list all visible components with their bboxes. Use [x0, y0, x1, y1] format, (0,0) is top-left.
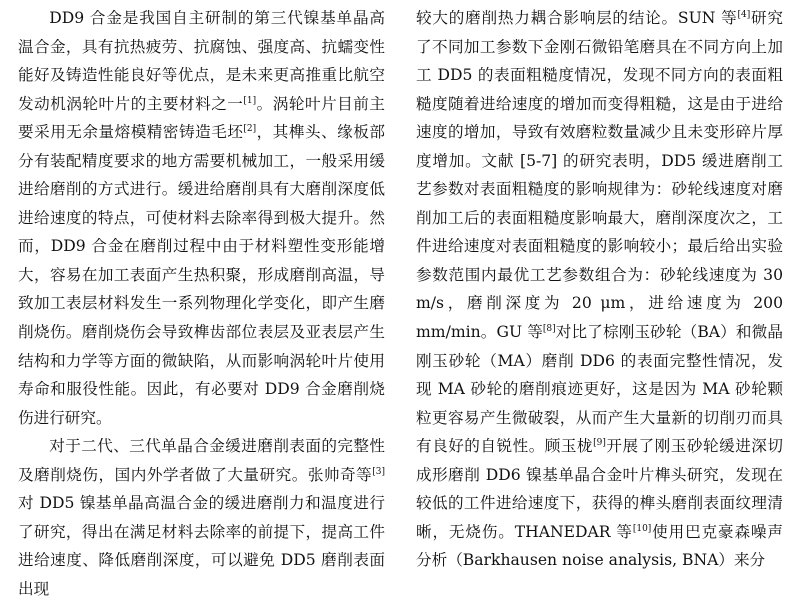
paragraph-prior-research: [18, 432, 385, 603]
paragraph-intro-dd9: [18, 4, 385, 432]
citation-ref: [10]: [632, 523, 652, 534]
text-run: 对 DD5 镍基单晶高温合金的缓进磨削力和温度进行了研究，得出在满足材料去除率的前提下，提高工件进给速度、降低磨削深度，可以避免 DD5 磨削表面出现: [18, 494, 385, 598]
citation-ref: [1]: [243, 95, 257, 106]
text-run: DD9 合金是我国自主研制的第三代镍基单晶高温合金，具有抗热疲劳、抗腐蚀、强度高、抗蠕变性能好及铸造性能良好等优点，是未来更高推重比航空发动机涡轮叶片的主要材料之一: [18, 9, 385, 113]
text-run: ，其榫头、缘板部分有装配精度要求的地方需要机械加工，一般采用缓进给磨削的方式进行。缓进给磨削具有大磨削深度低进给速度的特点，可使材料去除率得到极大提升。然而，DD9 合金在磨削过程中由于材料塑性变形能增大，容易在加工表面产生热积聚，形成磨削高温，导致加工表层材料发生一系列物理化学变化，即产生磨削烧伤。磨削烧伤会导致榫齿部位表层及亚表层产生结构和力学等方面的微缺陷，从而影响涡轮叶片使用寿命和服役性能。因此，有必要对 DD9 合金磨削烧伤进行研究。: [18, 123, 385, 427]
text-run: 开展了刚玉砂轮缓进深切成形磨削 DD6 镍基单晶合金叶片榫头研究，发现在较低的工件进给速度下，获得的榫头磨削表面纹理清晰，无烧伤。THANEDAR 等: [416, 437, 783, 541]
right-column: [416, 4, 783, 575]
text-run: 对于二代、三代单晶合金缓进磨削表面的完整性及磨削烧伤，国内外学者做了大量研究。张帅奇等: [18, 437, 385, 484]
text-run: 。涡轮叶片目前主要采用无余量熔模精密铸造毛坯: [18, 94, 385, 142]
text-run: 较大的磨削热力耦合影响层的结论。SUN 等: [416, 9, 738, 27]
left-column: [18, 4, 385, 603]
citation-ref: [9]: [593, 438, 606, 449]
text-run: 使用巴克豪森噪声分析（Barkhausen noise analysis, BNA）来分: [416, 522, 783, 570]
text-run: 研究了不同加工参数下金刚石微铅笔磨具在不同方向上加工 DD5 的表面粗糙度情况，发现不同方向的表面粗糙度随着进给速度的增加而变得粗糙，这是由于进给速度的增加，导致有效磨粒数量减少且未变形碎片厚度增加。文献 [5-7] 的研究表明，DD5 缓进磨削工艺参数对表面粗糙度的影响规律为：砂轮线速度对磨削加工后的表面粗糙度影响最大，磨削深度次之，工件进给速度对表面粗糙度的影响较小；最后给出实验参数范围内最优工艺参数组合为：砂轮线速度为 30 m/s，磨削深度为 20 μm，进给速度为 200 mm/min。GU 等: [416, 9, 783, 342]
citation-ref: [3]: [372, 466, 385, 477]
text-run: 对比了棕刚玉砂轮（BA）和微晶刚玉砂轮（MA）磨削 DD6 的表面完整性情况，发现 MA 砂轮的磨削痕迹更好，这是因为 MA 砂轮颗粒更容易产生微破裂，从而产生大量新的切削刃而具有良好的自锐性。顾玉栊: [416, 323, 783, 456]
paragraph-continued-research: [416, 4, 783, 575]
citation-ref: [2]: [243, 124, 257, 134]
citation-ref: [4]: [737, 9, 751, 20]
citation-ref: [8]: [542, 323, 556, 334]
